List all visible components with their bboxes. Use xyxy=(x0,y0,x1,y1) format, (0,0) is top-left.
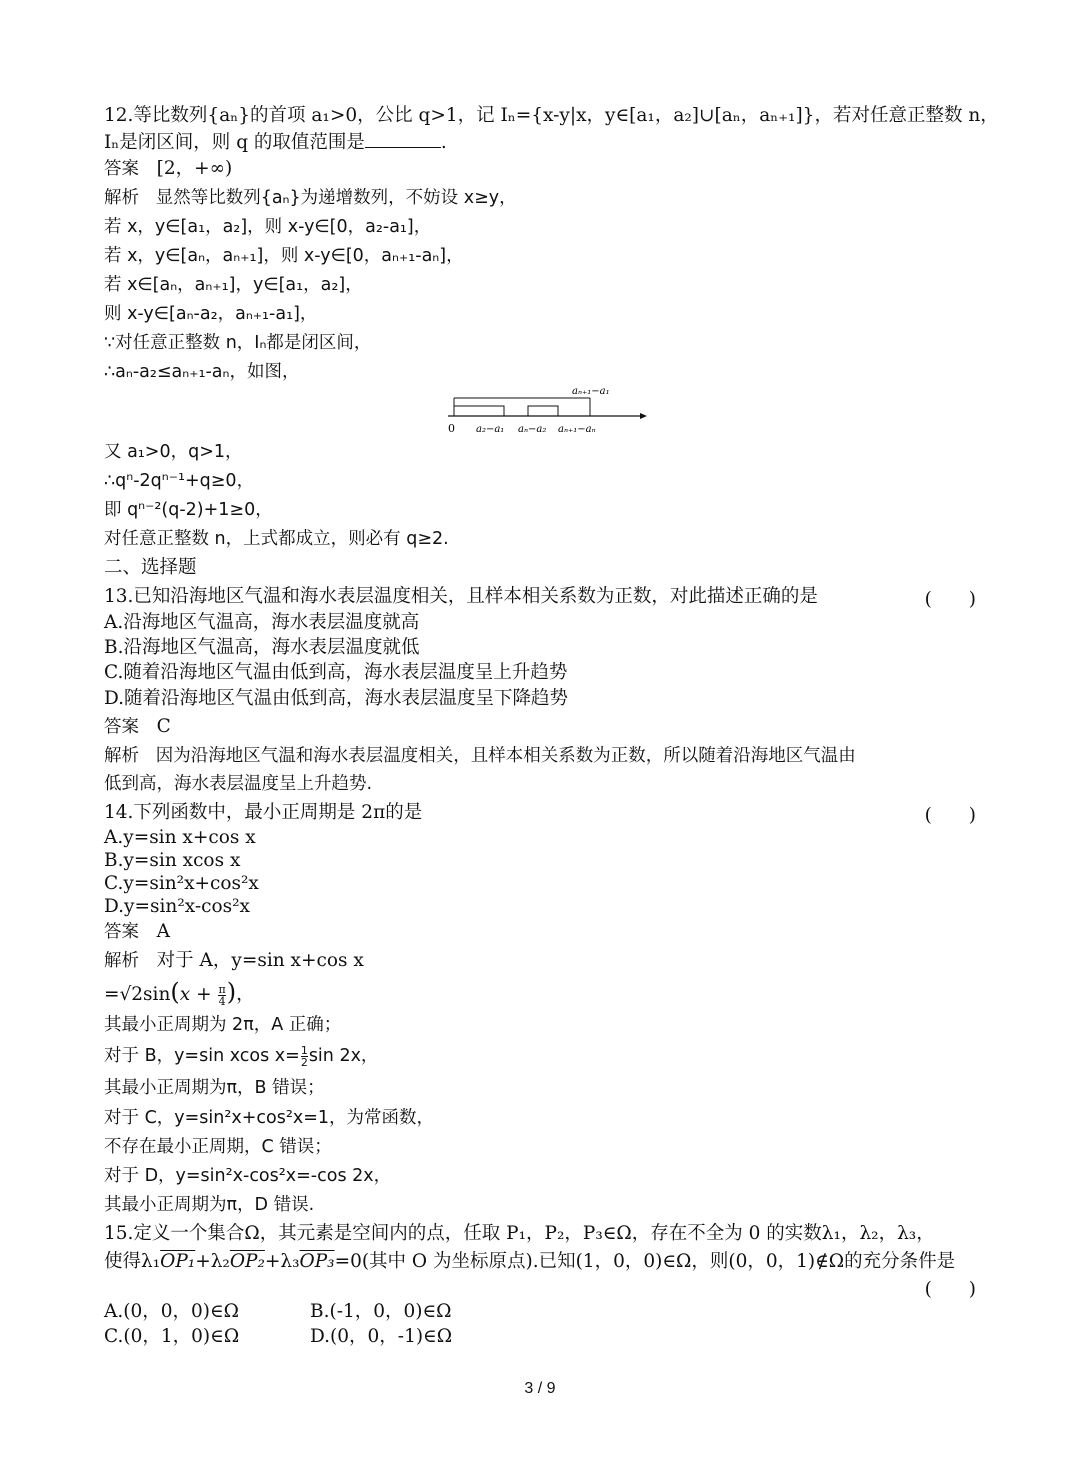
q15-option-a: A.(0，0，0)∈Ω xyxy=(104,1301,240,1322)
answer-label: 答案 xyxy=(104,717,139,737)
q15-paren: ( ) xyxy=(924,1279,976,1300)
vector-op2: OP₂ xyxy=(229,1251,265,1272)
q12-stem-line2 xyxy=(104,131,447,155)
q12-analysis-line9: ∴qⁿ-2qⁿ⁻¹+q≥0， xyxy=(104,471,255,491)
q14-stem: 14.下列函数中，最小正周期是 2π的是 xyxy=(104,802,423,823)
q12-answer xyxy=(104,157,232,181)
analysis-label: 解析 xyxy=(104,951,139,971)
q14-analysis-line9: 其最小正周期为π，D 错误. xyxy=(104,1195,315,1215)
analysis-label: 解析 xyxy=(104,746,139,766)
q12-analysis-line11: 对任意正整数 n，上式都成立，则必有 q≥2. xyxy=(104,529,449,549)
q14-answer xyxy=(104,920,170,944)
frac-num: π xyxy=(218,982,226,996)
analysis-b-tail: sin 2x， xyxy=(308,1046,379,1066)
q12-analysis-line7: ∴aₙ-a₂≤aₙ₊₁-aₙ，如图， xyxy=(104,362,300,382)
q12-analysis-line2: 若 x，y∈[a₁，a₂]，则 x-y∈[0，a₂-a₁]， xyxy=(104,217,432,237)
q15-plus1: +λ₂ xyxy=(195,1251,230,1272)
answer-blank xyxy=(365,131,441,148)
q13-option-d: D.随着沿海地区气温由低到高，海水表层温度呈下降趋势 xyxy=(104,688,569,709)
q12-analysis-line5: 则 x-y∈[aₙ-a₂，aₙ₊₁-a₁]， xyxy=(104,304,318,324)
q12-analysis-line10: 即 qⁿ⁻²(q-2)+1≥0， xyxy=(104,500,273,520)
q12-analysis-line8: 又 a₁>0，q>1， xyxy=(104,442,243,462)
axis-arrow-icon xyxy=(640,413,647,419)
q14-paren: ( ) xyxy=(924,805,976,826)
q12-analysis-line6: ∵对任意正整数 n，Iₙ都是闭区间， xyxy=(104,333,372,353)
figure-label-0: 0 xyxy=(448,422,455,435)
q13-analysis-line2: 低到高，海水表层温度呈上升趋势. xyxy=(104,774,373,794)
q15-options-row1 xyxy=(104,1300,452,1324)
q14-analysis-line5: 其最小正周期为π，B 错误； xyxy=(104,1078,325,1098)
q15-options-row2 xyxy=(104,1325,452,1349)
answer-label: 答案 xyxy=(104,922,139,942)
q14-analysis-line8: 对于 D，y=sin²x-cos²x=-cos 2x， xyxy=(104,1166,392,1186)
q15-stem-line2 xyxy=(104,1250,955,1274)
q12-stem-end: . xyxy=(440,132,447,153)
figure-label-2: aₙ−a₂ xyxy=(518,424,547,435)
q13-option-a: A.沿海地区气温高，海水表层温度就高 xyxy=(104,612,420,633)
q14-analysis-line1 xyxy=(104,949,364,973)
q14-option-c: C.y=sin²x+cos²x xyxy=(104,873,259,894)
q15-option-b: B.(-1，0，0)∈Ω xyxy=(310,1301,452,1322)
analysis-text: 对于 A，y=sin x+cos x xyxy=(156,950,364,971)
interval-box-1 xyxy=(454,406,504,416)
vector-op1: OP₁ xyxy=(160,1251,196,1272)
page-number: 3 / 9 xyxy=(524,1380,556,1397)
q14-analysis-line4 xyxy=(104,1044,378,1068)
q13-option-c: C.随着沿海地区气温由低到高，海水表层温度呈上升趋势 xyxy=(104,662,568,683)
analysis-text: 显然等比数列{aₙ}为递增数列，不妨设 x≥y， xyxy=(155,188,517,208)
q14-analysis-line2: =√2sin(x + $\frac{\pi}{4}$ )， xyxy=(104,978,255,1008)
q14-option-b: B.y=sin xcos x xyxy=(104,850,241,871)
q12-stem-line1: 12.等比数列{aₙ}的首项 a₁>0，公比 q>1，记 Iₙ={x-y|x，y∈[a₁，a₂]∪[aₙ，aₙ₊₁]}，若对任意正整数 n， xyxy=(104,105,999,126)
interval-box-2 xyxy=(528,406,558,416)
analysis-label: 解析 xyxy=(104,188,139,208)
q12-analysis-line1 xyxy=(104,186,517,210)
frac-num: 1 xyxy=(300,1043,308,1057)
q12-stem-text: Iₙ是闭区间，则 q 的取值范围是 xyxy=(104,132,365,153)
q15-option-d: D.(0，0，-1)∈Ω xyxy=(310,1326,453,1347)
q12-analysis-line3: 若 x，y∈[aₙ，aₙ₊₁]，则 x-y∈[0，aₙ₊₁-aₙ]， xyxy=(104,246,464,266)
figure-top-label: aₙ₊₁−a₁ xyxy=(572,386,610,397)
q14-analysis-line3: 其最小正周期为 2π，A 正确； xyxy=(104,1015,342,1035)
section-heading: 二、选择题 xyxy=(104,557,197,578)
answer-value: [2，+∞) xyxy=(156,158,233,179)
fraction-pi-over-4 xyxy=(218,984,225,1007)
q15-plus2: +λ₃ xyxy=(264,1251,300,1272)
q13-stem: 13.已知沿海地区气温和海水表层温度相关，且样本相关系数为正数，对此描述正确的是 xyxy=(104,586,818,607)
figure-label-3: aₙ₊₁−aₙ xyxy=(558,424,596,435)
analysis-b-text: 对于 B，y=sin xcos x= xyxy=(104,1046,300,1066)
q15-text-a: 使得λ₁ xyxy=(104,1251,161,1272)
figure-label-1: a₂−a₁ xyxy=(476,424,505,435)
q14-analysis-line6: 对于 C，y=sin²x+cos²x=1，为常函数， xyxy=(104,1108,435,1128)
frac-den: 2 xyxy=(300,1055,308,1069)
answer-value: A xyxy=(156,921,171,942)
interval-figure xyxy=(440,384,650,440)
q14-option-a: A.y=sin x+cos x xyxy=(104,827,256,848)
sqrt-expression: =√2sin xyxy=(104,984,171,1005)
answer-value: C xyxy=(156,716,171,737)
frac-den: 4 xyxy=(218,994,226,1008)
q13-analysis-line1 xyxy=(104,744,856,768)
analysis-text: 因为沿海地区气温和海水表层温度相关，且样本相关系数为正数，所以随着沿海地区气温由 xyxy=(155,746,856,766)
q15-option-c: C.(0，1，0)∈Ω xyxy=(104,1326,240,1347)
q14-option-d: D.y=sin²x-cos²x xyxy=(104,896,250,917)
q13-paren: ( ) xyxy=(924,589,976,610)
q13-option-b: B.沿海地区气温高，海水表层温度就低 xyxy=(104,637,420,658)
answer-label: 答案 xyxy=(104,159,139,179)
q12-analysis-line4: 若 x∈[aₙ，aₙ₊₁]，y∈[a₁，a₂]， xyxy=(104,275,363,295)
vector-op3: OP₃ xyxy=(299,1251,335,1272)
fraction-one-half xyxy=(301,1045,308,1068)
q15-text-b: =0(其中 O 为坐标原点).已知(1，0，0)∈Ω，则(0，0，1)∉Ω的充分条件是 xyxy=(334,1251,956,1272)
q15-stem-line1: 15.定义一个集合Ω，其元素是空间内的点，任取 P₁，P₂，P₃∈Ω，存在不全为 0 的实数λ₁，λ₂，λ₃， xyxy=(104,1223,935,1244)
q13-answer xyxy=(104,715,171,739)
q14-analysis-line7: 不存在最小正周期，C 错误； xyxy=(104,1137,332,1157)
